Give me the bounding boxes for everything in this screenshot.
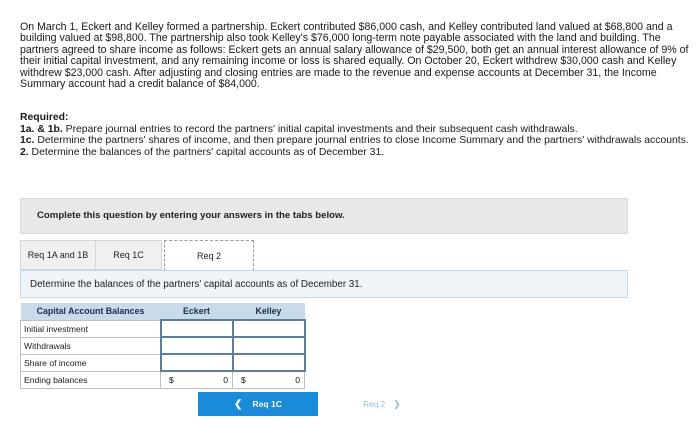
kelley-share-of-income-input[interactable] <box>233 354 305 371</box>
row-label-ending-balances: Ending balances <box>21 371 161 388</box>
chevron-right-icon: ❯ <box>393 398 401 409</box>
table-total-row <box>21 371 305 388</box>
required-item-1-text: Prepare journal entries to record the partners' initial capital investments and their subsequent cash withdrawals. <box>62 123 578 135</box>
prev-req-1c-button[interactable] <box>198 392 318 416</box>
required-item-1-number: 1a. & 1b. <box>20 123 63 135</box>
required-item-3-number: 2. <box>20 146 29 158</box>
required-heading: Required: <box>20 112 69 123</box>
required-item-3 <box>20 147 690 159</box>
prev-button-label: Req 1C <box>252 399 282 409</box>
question-panel <box>20 270 628 298</box>
capital-balances-table <box>20 303 306 389</box>
eckert-currency-symbol: $ <box>169 375 174 385</box>
next-req-2-button[interactable] <box>322 392 442 416</box>
table-header-row <box>21 303 305 320</box>
row-label-withdrawals: Withdrawals <box>21 337 161 354</box>
kelley-currency-symbol: $ <box>241 375 246 385</box>
chevron-left-icon: ❮ <box>234 398 243 410</box>
problem-statement <box>20 22 690 90</box>
row-label-share-of-income: Share of income <box>21 354 161 371</box>
kelley-withdrawals-input[interactable] <box>233 337 305 354</box>
row-label-initial-investment: Initial investment <box>21 320 161 337</box>
required-item-3-text: Determine the balances of the partners' capital accounts as of December 31. <box>28 146 385 158</box>
eckert-share-of-income-input[interactable] <box>161 354 233 371</box>
panel-text: Determine the balances of the partners' capital accounts as of December 31. <box>30 279 363 290</box>
kelley-initial-investment-input[interactable] <box>233 320 305 337</box>
table-row <box>21 337 305 354</box>
header-kelley: Kelley <box>233 303 305 320</box>
next-button-label: Req 2 <box>363 399 386 409</box>
eckert-ending-balance <box>161 371 233 388</box>
required-item-1 <box>20 124 690 136</box>
header-eckert: Eckert <box>161 303 233 320</box>
required-section <box>20 112 690 158</box>
table-row <box>21 354 305 371</box>
required-item-2-number: 1c. <box>20 135 35 147</box>
required-item-2-text: Determine the partners' shares of income, and then prepare journal entries to close Income Summary and the partners' withdrawals accounts. <box>34 135 689 147</box>
tab-req-1a-1b[interactable]: Req 1A and 1B <box>20 240 96 270</box>
tab-req-1c[interactable]: Req 1C <box>96 240 162 270</box>
problem-text: On March 1, Eckert and Kelley formed a partnership. Eckert contributed $86,000 cash, and Kelley contributed land valued at $68,800 and a building valued at $98,800. The partnership also took Kelley's $76,000 long-term note payable associated with the land and building. The partners agreed to share income as follows: Eckert gets an annual salary allowance of $29,500, both get an annual interest allowance of 9% of their initial capital investment, and any remaining income or loss is shared equally. On October 20, Eckert withdrew $30,000 cash and Kelley withdrew $23,000 cash. After adjusting and closing entries are made to the revenue and expense accounts at December 31, the Income Summary account had a credit balance of $84,000. <box>20 21 689 91</box>
eckert-ending-balance-value: 0 <box>223 375 228 385</box>
instruction-bar <box>20 198 628 234</box>
header-capital-account-balances: Capital Account Balances <box>21 303 161 320</box>
tab-bar <box>20 240 628 270</box>
table-row <box>21 320 305 337</box>
tab-req-2[interactable]: Req 2 <box>164 240 254 271</box>
instruction-text: Complete this question by entering your answers in the tabs below. <box>37 210 345 221</box>
required-item-2 <box>20 135 690 147</box>
kelley-ending-balance-value: 0 <box>295 375 300 385</box>
eckert-initial-investment-input[interactable] <box>161 320 233 337</box>
eckert-withdrawals-input[interactable] <box>161 337 233 354</box>
kelley-ending-balance <box>233 371 305 388</box>
